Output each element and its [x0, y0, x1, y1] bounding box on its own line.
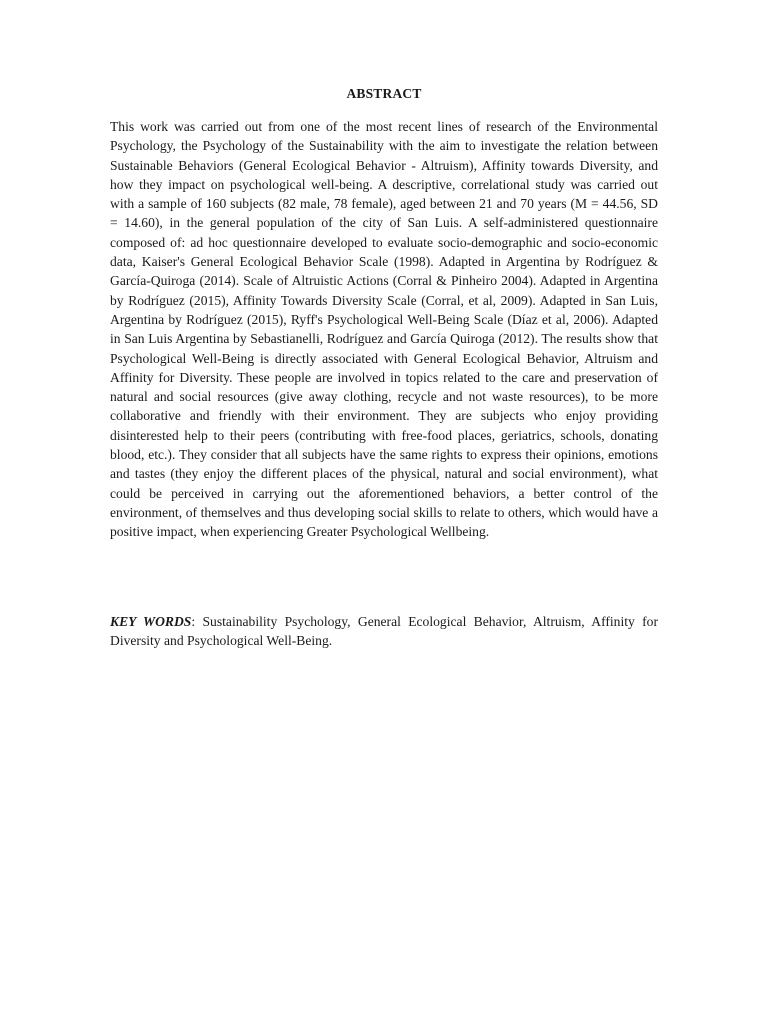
abstract-heading: ABSTRACT	[346, 86, 422, 101]
keywords-list: : Sustainability Psychology, General Ecological Behavior, Altruism, Affinity for Diversity and Psychological Well-Being.	[110, 614, 658, 649]
keywords-paragraph	[110, 612, 658, 651]
abstract-paragraph: This work was carried out from one of the most recent lines of research of the Environmental Psychology, the Psychology of the Sustainability with the aim to investigate the relation between Sustainable Behaviors (General Ecological Behavior - Altruism), Affinity towards Diversity, and how they impact on psychological well-being. A descriptive, correlational study was carried out with a sample of 160 subjects (82 male, 78 female), aged between 21 and 70 years (M = 44.56, SD = 14.60), in the general population of the city of San Luis. A self-administered questionnaire composed of: ad hoc questionnaire developed to evaluate socio-demographic and socio-economic data, Kaiser's General Ecological Behavior Scale (1998). Adapted in Argentina by Rodríguez & García-Quiroga (2014). Scale of Altruistic Actions (Corral & Pinheiro 2004). Adapted in Argentina by Rodríguez (2015), Affinity Towards Diversity Scale (Corral, et al, 2009). Adapted in San Luis, Argentina by Rodríguez (2015), Ryff's Psychological Well-Being Scale (Díaz et al, 2006). Adapted in San Luis Argentina by Sebastianelli, Rodríguez and García Quiroga (2012). The results show that Psychological Well-Being is directly associated with General Ecological Behavior, Altruism and Affinity for Diversity. These people are involved in topics related to the care and preservation of natural and social resources (give away clothing, recycle and not waste resources), to be more collaborative and friendly with their environment. They are subjects who enjoy providing disinterested help to their peers (contributing with free-food places, geriatrics, schools, donating blood, etc.). They consider that all subjects have the same rights to express their opinions, emotions and tastes (they enjoy the different places of the physical, natural and social environment), what could be perceived in carrying out the aforementioned behaviors, a better control of the environment, of themselves and thus developing social skills to relate to others, which would have a positive impact, when experiencing Greater Psychological Wellbeing.	[110, 119, 658, 540]
keywords-label: KEY WORDS	[110, 614, 192, 629]
